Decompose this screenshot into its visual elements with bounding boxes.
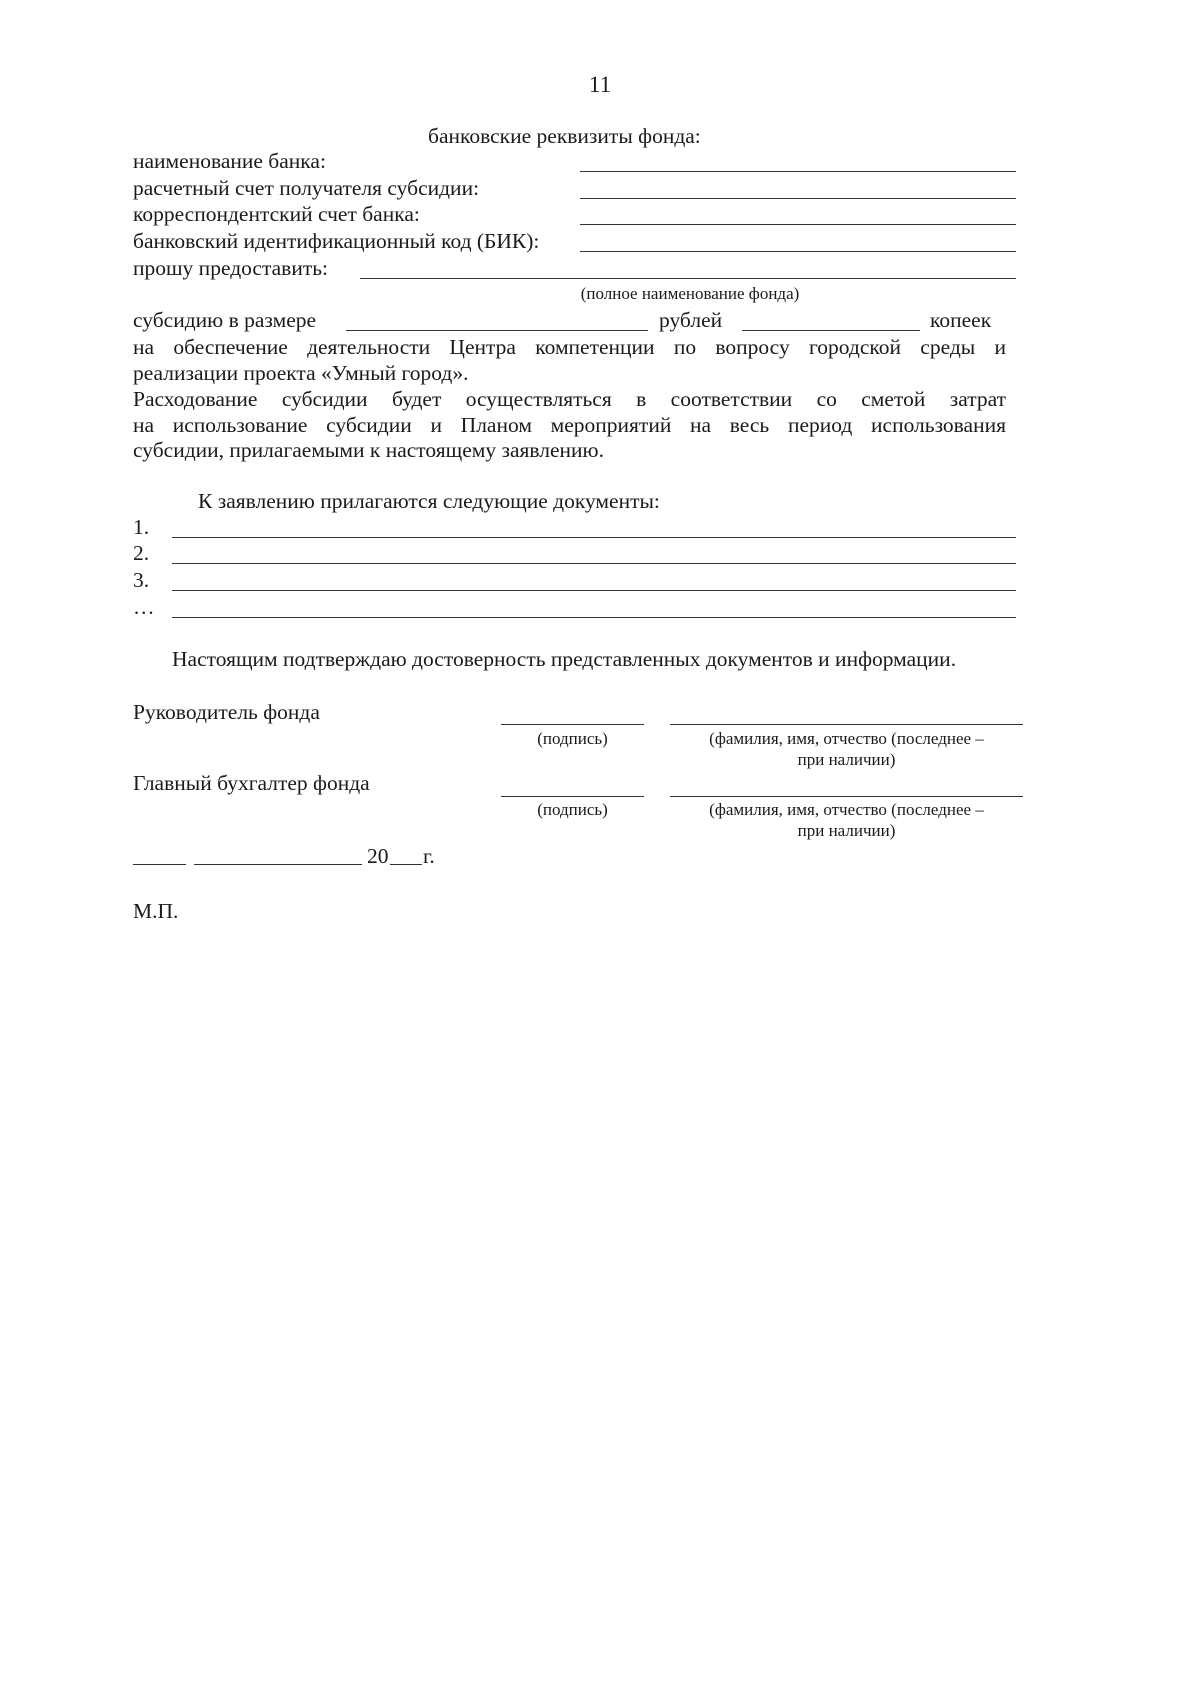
attachment-number-more: … <box>133 595 155 619</box>
kopecks-field[interactable] <box>742 330 920 331</box>
attachment-field-more[interactable] <box>172 617 1016 618</box>
corr-account-label: корреспондентский счет банка: <box>133 202 420 226</box>
account-label: расчетный счет получателя субсидии: <box>133 176 480 200</box>
rubles-field[interactable] <box>346 330 648 331</box>
accountant-fio-caption-2: при наличии) <box>797 821 896 840</box>
rubles-label: рублей <box>659 308 723 332</box>
date-year-suffix: г. <box>423 844 435 868</box>
bank-details-heading: банковские реквизиты фонда: <box>428 124 701 148</box>
fund-name-caption: (полное наименование фонда) <box>580 284 800 303</box>
date-year-prefix: 20 <box>367 844 389 868</box>
spending-line-3: субсидии, прилагаемыми к настоящему заявлению. <box>133 438 604 462</box>
attachments-heading: К заявлению прилагаются следующие документы: <box>198 489 660 513</box>
bank-name-label: наименование банка: <box>133 149 326 173</box>
confirmation-text: Настоящим подтверждаю достоверность представленных документов и информации. <box>172 647 957 671</box>
spending-line-2: на использование субсидии и Планом мероприятий на весь период использования <box>133 413 1006 437</box>
request-label: прошу предоставить: <box>133 256 329 280</box>
date-month-field[interactable] <box>194 864 362 865</box>
subsidy-label: субсидию в размере <box>133 308 317 332</box>
bank-name-field[interactable] <box>580 171 1016 172</box>
stamp-label: М.П. <box>133 899 179 923</box>
date-day-field[interactable] <box>133 864 186 865</box>
bik-field[interactable] <box>580 251 1016 252</box>
head-signature-field[interactable] <box>501 724 644 725</box>
bik-label: банковский идентификационный код (БИК): <box>133 229 540 253</box>
attachment-field-3[interactable] <box>172 590 1016 591</box>
date-year-field[interactable] <box>390 864 422 865</box>
head-signature-caption: (подпись) <box>537 729 608 748</box>
attachment-field-2[interactable] <box>172 563 1016 564</box>
spending-line-1: Расходование субсидии будет осуществляться в соответствии со сметой затрат <box>133 387 1006 411</box>
accountant-fio-field[interactable] <box>670 796 1023 797</box>
head-label: Руководитель фонда <box>133 700 320 724</box>
accountant-signature-caption: (подпись) <box>537 800 608 819</box>
fund-name-field[interactable] <box>360 278 1016 279</box>
accountant-signature-field[interactable] <box>501 796 644 797</box>
page-number: 11 <box>588 72 612 97</box>
attachment-number-3: 3. <box>133 568 150 592</box>
account-field[interactable] <box>580 198 1016 199</box>
purpose-line-1: на обеспечение деятельности Центра компетенции по вопросу городской среды и <box>133 335 1006 359</box>
attachment-field-1[interactable] <box>172 537 1016 538</box>
head-fio-field[interactable] <box>670 724 1023 725</box>
accountant-fio-caption-1: (фамилия, имя, отчество (последнее – <box>709 800 984 819</box>
accountant-label: Главный бухгалтер фонда <box>133 771 370 795</box>
corr-account-field[interactable] <box>580 224 1016 225</box>
kopecks-label: копеек <box>930 308 992 332</box>
head-fio-caption-1: (фамилия, имя, отчество (последнее – <box>709 729 984 748</box>
attachment-number-1: 1. <box>133 515 150 539</box>
attachment-number-2: 2. <box>133 541 150 565</box>
purpose-line-2: реализации проекта «Умный город». <box>133 361 469 385</box>
head-fio-caption-2: при наличии) <box>797 750 896 769</box>
